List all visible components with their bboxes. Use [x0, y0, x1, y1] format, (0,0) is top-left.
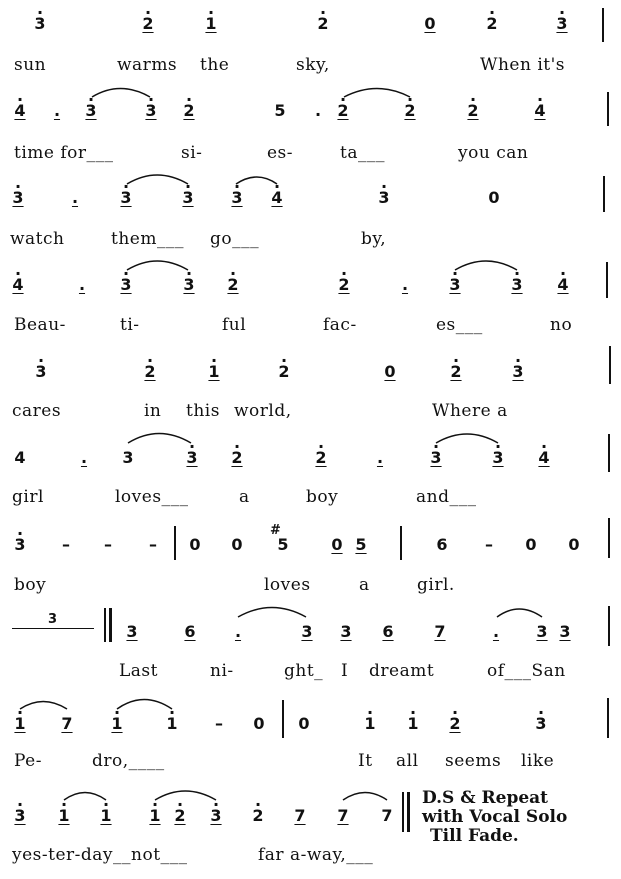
slur	[127, 175, 188, 184]
note: · 3	[186, 450, 197, 466]
lyric-word: Where a	[432, 401, 508, 421]
lyric-word: loves	[264, 575, 311, 595]
note: · 3	[512, 364, 523, 380]
lyric-word: ti-	[120, 315, 140, 335]
slur	[497, 609, 542, 617]
note: · 1	[407, 716, 418, 732]
note: · 3	[182, 190, 193, 206]
note: –	[485, 535, 493, 554]
note: · 2	[467, 103, 478, 119]
lyric-word: boy	[306, 487, 339, 507]
note: 3	[340, 622, 352, 641]
note: · 1	[14, 716, 25, 732]
lyric-word: yes-ter-day__not___	[12, 845, 188, 865]
lyric-word: a	[239, 487, 250, 507]
note: .	[78, 275, 86, 294]
lyric-word: seems	[445, 751, 502, 771]
note: · 3	[12, 190, 23, 206]
lyric-word: the	[200, 55, 230, 75]
note: · 3	[120, 190, 131, 206]
lyric-word: Pe-	[14, 751, 42, 771]
note: 5	[274, 101, 286, 120]
note: 0	[424, 14, 436, 33]
note: 4	[14, 448, 26, 467]
lyric-word: world,	[234, 401, 292, 421]
note: · 4	[14, 103, 25, 119]
slur	[92, 89, 150, 98]
note: · 3	[511, 277, 522, 293]
note: .	[53, 101, 61, 120]
note: · 2	[142, 16, 153, 32]
note: · 1	[208, 364, 219, 380]
note: · 4	[557, 277, 568, 293]
note: 7	[434, 622, 446, 641]
note: · 3	[85, 103, 96, 119]
note: 6	[436, 535, 448, 554]
lyric-word: ful	[222, 315, 247, 335]
note: 0	[568, 535, 580, 554]
note: · 2	[337, 103, 348, 119]
lyric-word: in	[144, 401, 162, 421]
lyric-word: fac-	[323, 315, 357, 335]
slur	[64, 793, 106, 801]
lyric-word: Beau-	[14, 315, 66, 335]
lyric-word: a	[359, 575, 370, 595]
note: 6	[382, 622, 394, 641]
note: 7	[381, 806, 393, 825]
note: 3	[301, 622, 313, 641]
note: .	[80, 448, 88, 467]
sharp-symbol: #	[270, 523, 281, 538]
note: .	[234, 622, 242, 641]
lyric-word: sky,	[296, 55, 330, 75]
slur	[155, 791, 216, 800]
note: · 1	[364, 716, 375, 732]
note: 3	[126, 622, 138, 641]
note: · 3	[14, 808, 25, 824]
note: · 1	[166, 716, 177, 732]
note: · 4	[534, 103, 545, 119]
slur	[238, 608, 306, 618]
instruction-line: Till Fade.	[430, 826, 519, 846]
note: · 3	[430, 450, 441, 466]
note: 3	[559, 622, 571, 641]
note: · 3	[183, 277, 194, 293]
note: · 1	[58, 808, 69, 824]
note: 0	[488, 188, 500, 207]
note: –	[215, 714, 223, 733]
slur	[455, 261, 517, 270]
instruction-line: D.S & Repeat	[422, 788, 549, 808]
note: 5	[355, 535, 367, 554]
lyric-word: girl	[12, 487, 44, 507]
lyric-word: es-	[267, 143, 294, 163]
lyric-word: go___	[210, 229, 260, 249]
note: .	[71, 188, 79, 207]
note: · 2	[174, 808, 185, 824]
lyric-word: ni-	[210, 661, 234, 681]
lyric-word: dro,____	[92, 751, 165, 771]
note: · 4	[12, 277, 23, 293]
note: · 3	[378, 190, 389, 206]
note: · 2	[183, 103, 194, 119]
slur	[236, 177, 277, 184]
note: 0	[331, 535, 343, 554]
note: .	[401, 275, 409, 294]
note: · 2	[317, 16, 328, 32]
note: · 3	[120, 277, 131, 293]
note: · 3	[492, 450, 503, 466]
note: 6	[184, 622, 196, 641]
note: 3	[122, 448, 134, 467]
note: 7	[294, 806, 306, 825]
lyric-word: like	[521, 751, 555, 771]
slur	[128, 434, 191, 444]
note: · 1	[111, 716, 122, 732]
note: · 2	[338, 277, 349, 293]
note: 7	[337, 806, 349, 825]
lyric-word: loves___	[115, 487, 189, 507]
lyric-word: you can	[458, 143, 529, 163]
note: · 3	[449, 277, 460, 293]
triplet-mark: 3	[48, 612, 58, 627]
note: · 2	[278, 364, 289, 380]
lyric-word: boy	[14, 575, 47, 595]
slur	[117, 700, 172, 710]
note: .	[376, 448, 384, 467]
note: · 2	[315, 450, 326, 466]
lyric-word: them___	[111, 229, 184, 249]
lyric-word: cares	[12, 401, 62, 421]
lyric-word: and___	[416, 487, 477, 507]
lyric-word: no	[550, 315, 573, 335]
lyric-word: ta___	[340, 143, 385, 163]
note: · 3	[35, 364, 46, 380]
note: · 2	[449, 716, 460, 732]
note: · 1	[149, 808, 160, 824]
note: .	[314, 101, 322, 120]
lyric-word: es___	[436, 315, 483, 335]
note: · 3	[556, 16, 567, 32]
note: 5	[277, 535, 289, 554]
note: 0	[525, 535, 537, 554]
slur	[20, 702, 67, 710]
lyric-word: watch	[10, 229, 65, 249]
lyric-word: girl.	[417, 575, 455, 595]
lyric-word: It	[358, 751, 373, 771]
lyric-word: I	[341, 661, 349, 681]
note: · 2	[231, 450, 242, 466]
note: · 3	[535, 716, 546, 732]
note: · 2	[144, 364, 155, 380]
note: · 3	[34, 16, 45, 32]
note: 0	[189, 535, 201, 554]
lyric-word: sun	[14, 55, 47, 75]
lyric-word: Last	[119, 661, 158, 681]
note: 3	[536, 622, 548, 641]
note: · 2	[404, 103, 415, 119]
lyric-word: of___San	[487, 661, 566, 681]
note: 0	[298, 714, 310, 733]
note: · 3	[14, 537, 25, 553]
lyric-word: time for___	[14, 143, 114, 163]
slur	[344, 89, 410, 98]
note: 0	[231, 535, 243, 554]
note: –	[62, 535, 70, 554]
note: –	[104, 535, 112, 554]
lyric-word: ght_	[284, 661, 324, 681]
lyric-word: dreamt	[369, 661, 435, 681]
lyric-word: by,	[361, 229, 387, 249]
note: · 2	[486, 16, 497, 32]
slur	[127, 261, 188, 270]
note: · 3	[210, 808, 221, 824]
note: 7	[61, 714, 73, 733]
note: · 3	[231, 190, 242, 206]
slur	[436, 434, 498, 443]
note: · 2	[252, 808, 263, 824]
lyric-word: warms	[117, 55, 178, 75]
lyric-word: far a-way,___	[258, 845, 374, 865]
lyric-word: this	[186, 401, 220, 421]
lyric-word: all	[396, 751, 419, 771]
lyric-word: si-	[181, 143, 203, 163]
note: · 2	[227, 277, 238, 293]
slur	[343, 793, 387, 801]
note: · 1	[205, 16, 216, 32]
note: .	[492, 622, 500, 641]
note: 0	[384, 362, 396, 381]
lyric-word: When it's	[480, 55, 566, 75]
note: · 1	[100, 808, 111, 824]
note: · 2	[450, 364, 461, 380]
note: 0	[253, 714, 265, 733]
note: · 4	[271, 190, 282, 206]
instruction-line: with Vocal Solo	[422, 807, 568, 827]
note: · 3	[145, 103, 156, 119]
note: · 4	[538, 450, 549, 466]
note: –	[149, 535, 157, 554]
